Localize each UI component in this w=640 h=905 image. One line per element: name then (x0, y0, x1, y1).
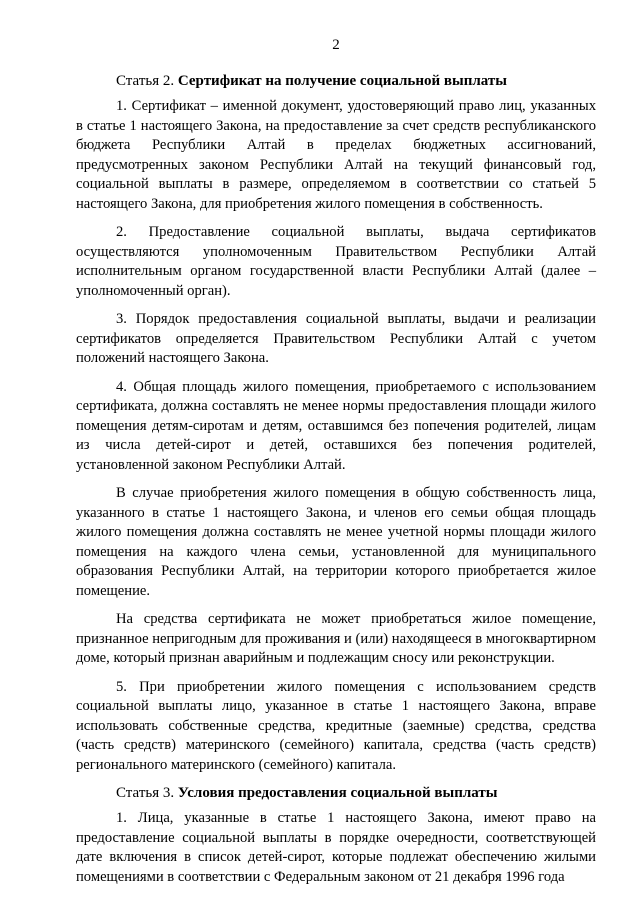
article-3-paragraph-1: 1. Лица, указанные в статье 1 настоящего Закона, имеют право на предоставление социальной выплаты в порядке очередности, соответствующей дате включения в список детей-сирот, которые подлежат обеспечению жилыми помещениями в соответствии с Федеральным законом от 21 декабря 1996 года (76, 810, 596, 885)
article-2-paragraph-1: 1. Сертификат – именной документ, удостоверяющий право лиц, указанных в статье 1 настоящего Закона, на предоставление за счет средств республиканского бюджета Республики Алтай в пределах бюджетных ассигнований, предусмотренных законом Республики Алтай на текущий финансовый год, социальной выплаты в размере, определяемом в соответствии со статьей 5 настоящего Закона, для приобретения жилого помещения в собственность. (76, 98, 596, 212)
article-2-paragraph-5: В случае приобретения жилого помещения в общую собственность лица, указанного в статье 1 настоящего Закона, и членов его семьи общая площадь жилого помещения должна составлять не менее учетной нормы площади жилого помещения на каждого члена семьи, установленной для муниципального образования Республики Алтай, на территории которого приобретается жилое помещение. (76, 485, 596, 599)
article-2-paragraph-7: 5. При приобретении жилого помещения с использованием средств социальной выплаты лицо, указанное в статье 1 настоящего Закона, вправе использовать собственные средства, кредитные (заемные) средства, средства (часть средств) материнского (семейного) капитала, средства (часть средств) регионального материнского (семейного) капитала. (76, 678, 596, 773)
article-2-paragraph-2: 2. Предоставление социальной выплаты, выдача сертификатов осуществляются уполномоченным Правительством Республики Алтай исполнительным органом государственной власти Республики Алтай (далее – уполномоченный орган). (76, 224, 596, 299)
article-3-label: Статья 3. (116, 785, 175, 801)
article-3-heading (76, 784, 596, 803)
article-2-heading (76, 72, 596, 91)
article-2-label: Статья 2. (116, 73, 175, 89)
article-2-paragraph-3: 3. Порядок предоставления социальной выплаты, выдачи и реализации сертификатов определяется Правительством Республики Алтай с учетом положений настоящего Закона. (76, 311, 596, 366)
article-3-title: Условия предоставления социальной выплаты (177, 785, 498, 801)
article-2-paragraph-4: 4. Общая площадь жилого помещения, приобретаемого с использованием сертификата, должна составлять не менее нормы предоставления площади жилого помещения детям-сиротам и детям, оставшимся без попечения родителей, лицам из числа детей-сирот и детей, оставшихся без попечения родителей, установленной законом Республики Алтай. (76, 378, 596, 473)
article-2-paragraph-6: На средства сертификата не может приобретаться жилое помещение, признанное непригодным для проживания и (или) находящееся в многоквартирном доме, который признан аварийным и подлежащим сносу или реконструкции. (76, 611, 596, 666)
page-number: 2 (332, 37, 340, 53)
article-2-title: Сертификат на получение социальной выплаты (177, 73, 507, 89)
